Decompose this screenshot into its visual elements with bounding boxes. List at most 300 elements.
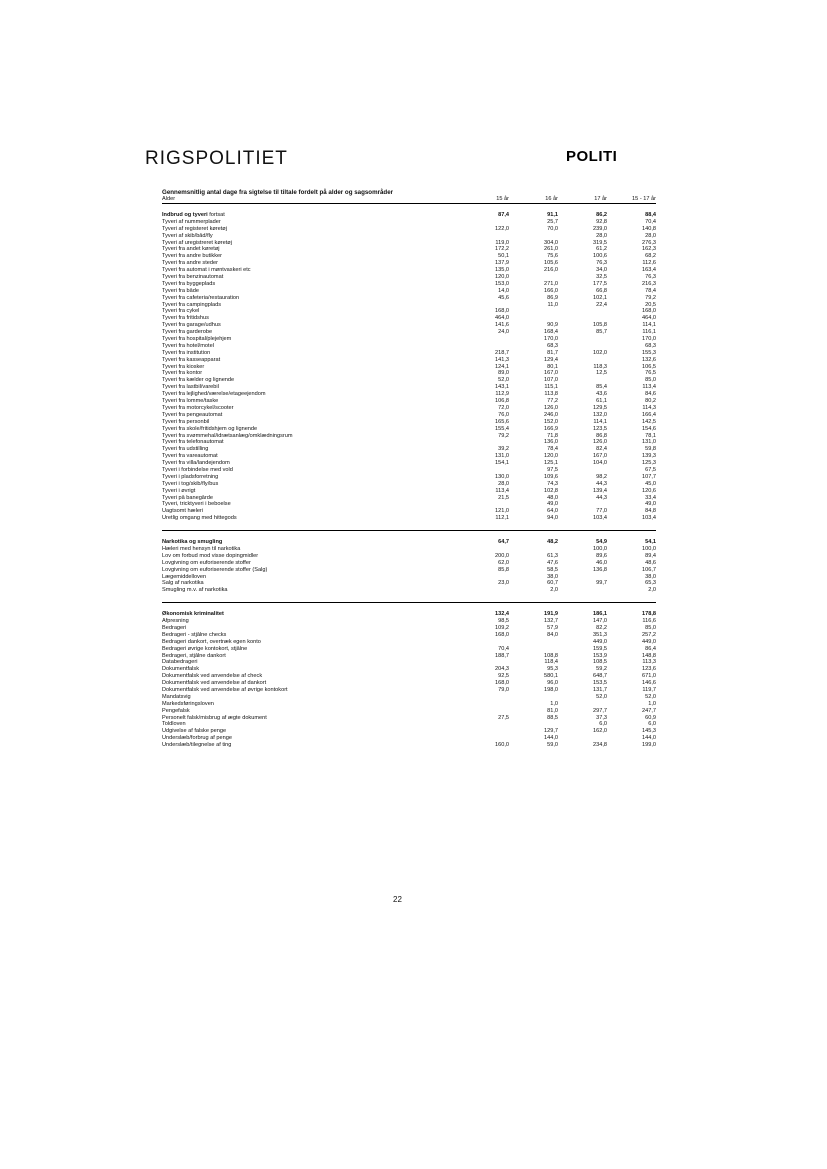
row-value [509,315,558,322]
section-heading-value: 64,7 [498,539,509,546]
row-value: 147,0 [593,618,607,625]
row-value: 200,0 [495,552,509,559]
table-row [162,281,656,288]
row-label: Tyveri fra både [162,287,199,294]
row-value: 105,6 [544,260,558,267]
table-body [162,204,656,749]
row-value: 122,0 [495,225,509,232]
row-value: 120,0 [495,274,509,281]
row-label: Bedrageri - stjålne checks [162,631,227,638]
row-value: 12,5 [596,370,607,377]
row-value: 92,5 [498,673,509,680]
row-value: 234,8 [593,742,607,749]
row-value: 102,8 [544,487,558,494]
table-row [162,515,656,522]
column-header-15-17: 15 - 17 år [632,196,656,202]
row-value: 1,0 [550,700,558,707]
row-value: 6,0 [648,721,656,728]
row-value: 144,0 [642,735,656,742]
table-row [162,439,656,446]
row-value [460,233,509,240]
row-value: 464,0 [642,315,656,322]
row-value: 39,2 [498,446,509,453]
row-value: 143,1 [495,384,509,391]
row-value: 125,1 [544,460,558,467]
row-value [558,315,607,322]
row-value: 77,2 [547,398,558,405]
row-value: 85,0 [645,624,656,631]
row-value: 188,7 [495,652,509,659]
row-value: 62,0 [498,559,509,566]
row-label: Tyveri fra kælder og lignende [162,377,235,384]
row-value [460,587,509,594]
table-row [162,488,656,495]
row-label: Tyveri fra andre steder [162,260,218,267]
row-value [509,639,558,646]
row-label: Personelt falsk/misbrug af ægte dokument [162,714,267,721]
row-value: 89,4 [645,552,656,559]
row-value: 61,3 [547,552,558,559]
row-value: 580,1 [544,673,558,680]
row-value: 154,6 [642,425,656,432]
row-value: 43,6 [596,391,607,398]
row-label: Udgivelse af falske penge [162,728,227,735]
row-value: 141,6 [495,322,509,329]
row-value: 86,4 [645,645,656,652]
row-value: 119,7 [642,687,656,693]
row-value: 109,2 [495,624,509,631]
table-row [162,673,656,680]
row-value: 103,4 [642,515,656,522]
section-heading-value: 91,1 [547,212,558,218]
row-value [460,721,509,728]
row-value [509,721,558,728]
row-value: 216,3 [642,280,656,287]
page-number: 22 [393,895,402,904]
row-value: 57,9 [547,624,558,631]
row-value [509,274,558,281]
row-label: Tyveri fra andet køretøj [162,246,220,253]
row-value: 464,0 [495,315,509,322]
row-label: Underslæb/forbrug af penge [162,735,232,742]
row-value [460,574,509,581]
table-row [162,666,656,673]
row-value: 79,0 [498,687,509,693]
row-value: 170,0 [544,336,558,343]
table-row [162,329,656,336]
row-value: 24,0 [498,329,509,336]
row-value: 11,0 [547,301,558,308]
row-value: 153,0 [495,280,509,287]
row-value: 14,0 [498,287,509,294]
row-value: 163,4 [642,267,656,274]
table-row [162,701,656,708]
row-label: Tyveri fra byggeplads [162,280,216,287]
row-value: 82,2 [596,624,607,631]
row-label: Tyveri fra motorcykel/scooter [162,404,234,411]
table-row [162,391,656,398]
row-value [558,467,607,474]
row-label: Bedrageri dankort, overtræk egen konto [162,638,261,645]
row-value: 98,5 [498,618,509,625]
row-value: 648,7 [593,673,607,680]
row-value: 142,5 [642,418,656,425]
table-row [162,274,656,281]
row-value: 85,7 [596,329,607,336]
row-label: Tyveri fra fritidshus [162,315,209,322]
table-row [162,495,656,502]
row-value: 60,7 [547,580,558,587]
row-label: Tyveri fra garage/udhus [162,322,221,329]
table-row [162,384,656,391]
row-value: 64,0 [547,508,558,515]
row-label: Tyveri af registeret køretøj [162,225,227,232]
row-value: 80,1 [547,363,558,370]
row-value [460,546,509,553]
row-value: 66,8 [596,287,607,294]
report-table [162,189,656,749]
row-label: Tyveri i pladsforretning [162,473,219,480]
row-value: 121,0 [495,508,509,515]
row-value [558,377,607,384]
row-value: 129,5 [593,404,607,411]
row-value [509,233,558,240]
section-heading-value: 86,2 [596,212,607,218]
row-value: 48,0 [547,494,558,501]
row-value [558,587,607,594]
row-label: Afpresning [162,618,189,625]
table-row [162,246,656,253]
table-row [162,226,656,233]
row-value: 257,2 [642,631,656,638]
row-label: Lovgivning om euforiserende stoffer [162,559,251,566]
row-value: 120,0 [544,453,558,460]
row-value: 44,3 [596,480,607,487]
section-heading-value: 178,8 [642,611,656,618]
row-value: 113,3 [642,659,656,666]
row-value: 59,8 [645,446,656,453]
section-divider [162,522,656,531]
column-header-15: 15 år [496,196,509,202]
row-value: 75,6 [547,253,558,260]
row-value: 85,4 [596,384,607,391]
table-row [162,481,656,488]
row-value: 81,0 [547,707,558,714]
table-row [162,553,656,560]
table-row [162,233,656,240]
row-value: 123,6 [642,666,656,673]
row-value: 297,7 [593,707,607,714]
row-label: Lov om forbud mod visse dopingmidler [162,552,259,559]
section-heading-label [162,539,460,546]
row-value: 168,0 [495,680,509,687]
table-row [162,398,656,405]
row-value: 28,0 [645,232,656,239]
table-row [162,680,656,687]
section-heading-value: 186,1 [593,611,607,618]
row-value: 131,7 [593,687,607,693]
table-row [162,253,656,260]
section-heading-title: Indbrud og tyveri [162,212,208,218]
row-value: 119,0 [495,239,509,246]
row-value: 71,8 [547,432,558,439]
row-label: Tyveri fra pengeautomat [162,411,223,418]
row-label: Salg af narkotika [162,580,204,587]
table-row [162,659,656,666]
row-label: Tyveri fra udstilling [162,446,209,453]
row-value: 58,5 [547,566,558,573]
row-value: 2,0 [550,587,558,594]
row-value: 27,5 [498,714,509,721]
row-value: 94,0 [547,515,558,522]
row-value: 145,3 [642,728,656,735]
row-value: 20,5 [645,301,656,308]
row-value: 21,5 [498,494,509,501]
row-value: 168,0 [642,308,656,315]
row-value: 132,6 [642,356,656,363]
row-value: 38,0 [645,573,656,580]
row-value: 102,0 [593,349,607,356]
row-value: 68,2 [645,253,656,260]
row-value: 116,6 [642,618,656,625]
row-value: 37,3 [596,714,607,721]
row-value: 177,5 [593,280,607,287]
row-value [558,336,607,343]
table-row [162,357,656,364]
row-value [460,694,509,701]
table-row [162,467,656,474]
row-value: 118,4 [544,659,558,666]
table-row [162,742,656,749]
row-value: 50,1 [498,253,509,260]
row-label: Tyveri fra villa/landejendom [162,460,230,467]
row-value: 132,0 [593,411,607,418]
row-value: 114,1 [642,322,656,329]
row-value: 79,2 [498,432,509,439]
table-row [162,646,656,653]
row-label: Markedsføringsloven [162,700,214,707]
row-value: 118,3 [593,363,607,370]
row-value: 52,0 [498,377,509,384]
row-value [460,439,509,446]
column-header-17: 17 år [594,196,607,202]
row-value: 104,0 [593,460,607,467]
section-heading-label [162,611,460,618]
row-value: 76,5 [645,370,656,377]
table-row [162,219,656,226]
row-value [460,639,509,646]
row-label: Tyveri fra skole/fritidshjem og lignende [162,425,258,432]
row-value [460,501,509,508]
section-heading-title: Narkotika og smugling [162,539,223,546]
row-value: 129,7 [544,728,558,735]
row-value: 84,0 [547,631,558,638]
row-value: 139,3 [642,453,656,460]
table-row [162,419,656,426]
row-value: 79,2 [645,294,656,301]
row-value: 76,3 [645,274,656,281]
table-row [162,567,656,574]
row-value [509,546,558,553]
row-value: 49,0 [645,501,656,508]
row-value: 153,9 [593,652,607,659]
row-label: Dokumentfalsk ved anvendelse af øvrige kontokort [162,687,288,693]
row-value: 247,7 [642,707,656,714]
row-value: 167,0 [593,453,607,460]
row-label: Tyveri fra lomme/taske [162,398,219,405]
row-value: 116,1 [642,329,656,336]
table-row [162,315,656,322]
row-value: 167,0 [544,370,558,377]
row-label: Tyveri i øvrigt [162,487,196,494]
table-row [162,632,656,639]
row-value: 152,0 [544,418,558,425]
row-value: 85,0 [645,377,656,384]
row-value: 276,3 [642,239,656,246]
row-value: 136,0 [544,439,558,446]
table-row [162,350,656,357]
row-value: 172,2 [495,246,509,253]
row-value: 67,5 [645,466,656,473]
table-row [162,288,656,295]
table-row [162,370,656,377]
row-value: 166,9 [544,425,558,432]
row-value: 82,4 [596,446,607,453]
row-value: 199,0 [642,742,656,749]
table-row [162,639,656,646]
row-value: 34,0 [596,267,607,274]
row-value: 168,0 [495,308,509,315]
table-row [162,453,656,460]
row-value: 135,0 [495,267,509,274]
row-value: 59,2 [596,666,607,673]
row-value: 141,3 [495,356,509,363]
row-value: 70,4 [645,218,656,225]
table-row [162,728,656,735]
row-value: 125,3 [642,460,656,467]
row-value: 130,0 [495,473,509,480]
row-label: Tyveri af nummerplader [162,218,221,225]
row-value: 166,0 [544,287,558,294]
row-value: 137,9 [495,260,509,267]
row-value: 108,8 [544,652,558,659]
row-value: 146,6 [642,680,656,687]
row-value: 218,7 [495,349,509,356]
table-row [162,446,656,453]
row-label: Bedrageri øvrige kontokort, stjålne [162,645,248,652]
row-value: 261,0 [544,246,558,253]
row-value: 100,6 [593,253,607,260]
row-label: Tyveri i tog/skib/fly/bus [162,480,219,487]
section-heading-label [162,212,460,219]
row-value: 68,3 [547,342,558,349]
row-value: 103,4 [593,515,607,522]
row-value: 61,2 [596,246,607,253]
row-value: 246,0 [544,411,558,418]
row-value: 154,1 [495,460,509,467]
row-value [558,501,607,508]
table-row [162,560,656,567]
row-label: Pengefalsk [162,707,190,714]
row-value: 85,8 [498,566,509,573]
table-row [162,260,656,267]
row-value: 124,1 [495,363,509,370]
row-value: 198,0 [544,687,558,693]
row-label: Tyveri fra kasseapparat [162,356,221,363]
row-label: Tyveri fra kontor [162,370,203,377]
row-label: Smugling m.v. af narkotika [162,587,228,594]
table-row [162,433,656,440]
row-value: 70,4 [498,645,509,652]
row-value: 6,0 [599,721,607,728]
row-value: 160,0 [495,742,509,749]
row-value: 47,6 [547,559,558,566]
row-label: Mandatsvig [162,693,191,700]
row-value: 162,3 [642,246,656,253]
row-label: Dokumentfalsk [162,666,199,673]
table-row [162,574,656,581]
table-row [162,412,656,419]
row-value: 239,0 [593,225,607,232]
row-value: 100,0 [593,545,607,552]
table-title: Gennemsnitlig antal dage fra sigtelse til tiltale fordelt på alder og sagsområder [162,189,394,196]
table-row [162,364,656,371]
row-value: 89,6 [596,552,607,559]
row-value: 120,6 [642,487,656,494]
row-label: Underslæb/tilegnelse af ting [162,742,232,749]
row-value: 112,6 [642,260,656,267]
row-value: 319,5 [593,239,607,246]
row-value: 96,0 [547,680,558,687]
row-value: 162,0 [593,728,607,735]
row-value: 113,8 [544,391,558,398]
table-row [162,625,656,632]
row-label: Tyveri fra cykel [162,308,200,315]
row-label: Tyveri fra kiosker [162,363,205,370]
row-value: 136,8 [593,566,607,573]
row-value: 88,5 [547,714,558,721]
row-value: 33,4 [645,494,656,501]
row-value: 106,7 [642,566,656,573]
row-label: Tyveri fra garderobe [162,329,213,336]
rigspolitiet-logo: RIGSPOLITIET [145,148,288,169]
row-value: 148,8 [642,652,656,659]
section-heading-value: 48,2 [547,539,558,546]
section-heading-title: Økonomisk kriminalitet [162,611,224,618]
row-label: Dokumentfalsk ved anvendelse af dankort [162,680,267,687]
row-value: 153,5 [593,680,607,687]
row-value: 113,4 [495,487,509,494]
row-value: 86,8 [596,432,607,439]
row-label: Bedrageri, stjålne dankort [162,652,226,659]
row-value: 48,6 [645,559,656,566]
row-value: 52,0 [645,693,656,700]
row-value: 113,4 [642,384,656,391]
row-value: 99,7 [596,580,607,587]
row-value: 32,5 [596,274,607,281]
table-row [162,618,656,625]
row-value: 97,5 [547,466,558,473]
row-value [460,343,509,350]
section-heading [162,611,656,618]
row-label: Tyveri på banegårde [162,494,213,501]
row-value: 46,0 [596,559,607,566]
column-header-16: 16 år [545,196,558,202]
table-row [162,708,656,715]
row-value: 95,3 [547,666,558,673]
row-value: 78,4 [645,287,656,294]
row-value [460,219,509,226]
